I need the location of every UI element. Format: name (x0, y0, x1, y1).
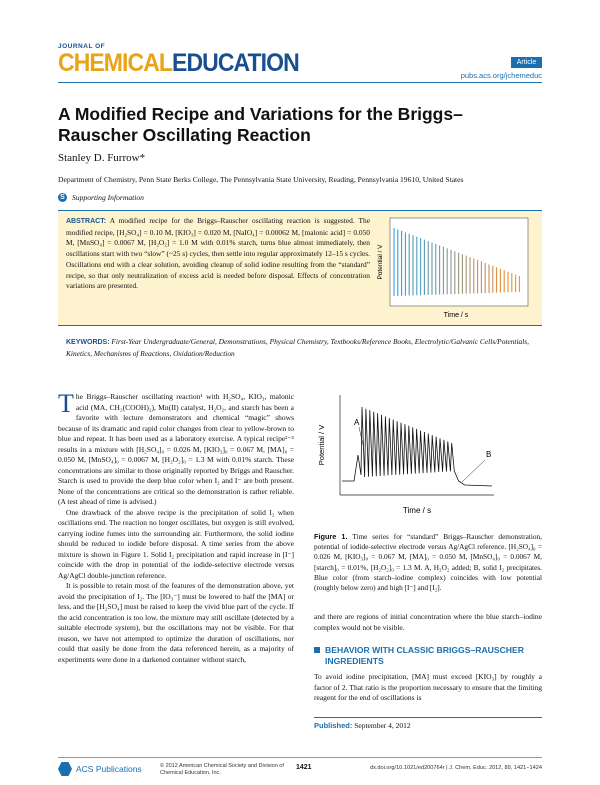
abstract-heading: ABSTRACT: (66, 218, 107, 225)
abstract-text (66, 216, 370, 292)
citation[interactable]: dx.doi.org/10.1021/ed200764r | J. Chem. Educ. 2012, 89, 1421−1424 (369, 765, 542, 771)
header-rule (58, 82, 542, 83)
abstract-graphic (376, 214, 532, 322)
fig-ylabel: Potential / V (317, 424, 326, 466)
journal-logo-part1: CHEMICAL (58, 49, 173, 77)
supporting-info-icon: S (58, 193, 67, 202)
author: Stanley D. Furrow* (58, 152, 146, 164)
fig-label-a: A (354, 418, 360, 427)
paragraph-3: It is possible to retain most of the features of the demonstration above, yet avoid the precipitation of I₂. The [IO₃⁻] must be lowered to half the [MA] or less, and the [H₂SO₄] must be raised to keep the vivid blue part of the cycle. If the acid concentration is too low, the mixture may still oscillate (detected by a suitable electrode system), but the oscillations may not be visible. For that reason, we have not attempted to optimize the duration of oscillations, nor could that easily be done from the data referenced herein, as a majority of experiments were done in a darkened container without starch, (58, 581, 294, 664)
fig-oscillation-trace (342, 407, 492, 486)
journal-site-link[interactable]: pubs.acs.org/jchemeduc (460, 71, 542, 80)
journal-logo-part2: EDUCATION (172, 49, 299, 77)
acs-publications-label: ACS Publications (76, 764, 142, 774)
acs-publications-logo[interactable] (58, 762, 142, 776)
journal-logo-small: JOURNAL OF (58, 43, 106, 50)
fig-arrow-a (359, 427, 363, 445)
journal-logo-big (58, 49, 299, 78)
figure-caption-text: Time series for “standard” Briggs–Rauscher demonstration, potential of iodide-selective electrode versus Ag/AgCl reference. [H₂SO₄]₀ = 0.026 M, [KIO₃]₀ = 0.067 M, [MA]₀ = 0.050 M, [MnSO₄]₀ = 0.0067 M, [starch]₀ = 0.01%, [H₂O₂]₀ = 1.3 M. A, H₂O₂ added; B, solid I₂ precipitates. Blue color (from starch–iodine complex) coincides with low potential (roughly below zero) and high [I⁻] and [I₂]. (314, 532, 542, 593)
section-heading (314, 645, 542, 667)
supporting-info-label: Supporting Information (72, 193, 144, 202)
section-square-icon (314, 647, 320, 653)
affiliation: Department of Chemistry, Penn State Berks College, The Pennsylvania State University, Reading, Pennsylvania 19610, United States (58, 175, 464, 184)
figure-1 (314, 385, 542, 520)
figure-caption (314, 532, 542, 593)
published-label: Published: (314, 721, 353, 730)
fig-xlabel: Time / s (402, 506, 432, 515)
fig-label-b: B (486, 450, 492, 459)
fig-arrow-b (462, 460, 485, 482)
article-title: A Modified Recipe and Variations for the Briggs–Rauscher Oscillating Reaction (58, 104, 463, 145)
supporting-info-link[interactable] (58, 193, 144, 202)
journal-logo (58, 43, 299, 77)
body-left-column (58, 389, 294, 665)
published-line (314, 717, 542, 730)
figure-caption-label: Figure 1. (314, 532, 348, 541)
keywords (66, 337, 534, 359)
published-date: September 4, 2012 (354, 721, 411, 730)
paragraph-1 (58, 389, 294, 508)
body-right-paragraph-1: and there are regions of initial concentration where the blue starch–iodine complex would not be visible. (314, 612, 542, 632)
abstract-body: A modified recipe for the Briggs–Rauscher oscillating reaction is suggested. The modified recipe, [H₂SO₄] = 0.10 M, [KIO₃] = 0.020 M, [NaIO₄] = 0.00062 M, [malonic acid] = 0.050 M, [MnSO₄] = 0.0067 M, [H₂O₂] = 1.0 M with 0.01% starch, turns blue almost immediately, then oscillations start with two “slow” (~25 s) cycles, then settle into regular approximately 12–15 s cycles. Oscillations end with a clear solution, avoiding cleanup of solid iodine resulting from the “standard” recipe, so that only neutralization of excess acid is needed before disposal. Effects of concentration variations are presented. (66, 216, 370, 291)
article-badge: Article (511, 57, 542, 68)
footer-rule (58, 757, 542, 758)
drop-cap: T (58, 389, 74, 418)
copyright: © 2012 American Chemical Society and Division of Chemical Education, Inc. (160, 763, 284, 776)
page-number: 1421 (296, 764, 312, 771)
keywords-text: First-Year Undergraduate/General, Demonstrations, Physical Chemistry, Textbooks/Reference Books, Electrolytic/Galvanic Cells/Potentials, Kinetics, Mechanisms of Reactions, Oxidation/Reduction (66, 337, 529, 358)
abstract-xlabel: Time / s (443, 312, 469, 319)
body-right-paragraph-2: To avoid iodine precipitation, [MA] must exceed [KIO₃] by roughly a factor of 2. That ratio is the proportion necessary to ensure that the limiting reagent for the end of oscillations is (314, 672, 542, 702)
fig-oscillation-series (342, 407, 492, 486)
paragraph-2: One drawback of the above recipe is the precipitation of solid I₂ when oscillations end. The reaction no longer oscillates, but oxygen is still evolved, carrying iodine fumes into the surrounding air. Furthermore, the solid iodine should be reduced to iodide before disposal. A time series from the above mixture is shown in Figure 1. Solid I₂ precipitation and rapid increase in [I⁻] coincide with the drop in potential of the iodide-selective electrode versus Ag/AgCl double-junction reference. (58, 507, 294, 580)
section-heading-text: BEHAVIOR WITH CLASSIC BRIGGS–RAUSCHER INGREDIENTS (325, 645, 524, 666)
keywords-heading: KEYWORDS: (66, 339, 110, 346)
paragraph-1-text: he Briggs–Rauscher oscillating reaction¹ with H₂SO₄, KIO₃, malonic acid (MA, CH₂(COOH)₂), Mn(II) catalyst, H₂O₂, and starch has been a favorite with lecture demonstrators and chemical “magic” shows because of its dramatic and rapid color changes from clear to yellow-brown to blue and repeat. It has been used as a laboratory exercise. A typical recipe²⁻⁵ results in a mixture with [H₂SO₄]₀ = 0.026 M, [KIO₃]₀ = 0.067 M, [MA]₀ = 0.050 M, [MnSO₄]₀ = 0.0067 M, [H₂O₂]₀ = 1.3 M with 0.01% starch. These concentrations are similar to those originally reported by Briggs and Rauscher. Starch is used to provide the deep blue color when I₂ and I⁻ are both present. None of the concentrations are critical so the demonstration is rather reliable. (A test ahead of time is advised.) (58, 392, 294, 506)
acs-hex-icon (58, 762, 72, 776)
abstract-ylabel: Potential / V (377, 244, 384, 280)
